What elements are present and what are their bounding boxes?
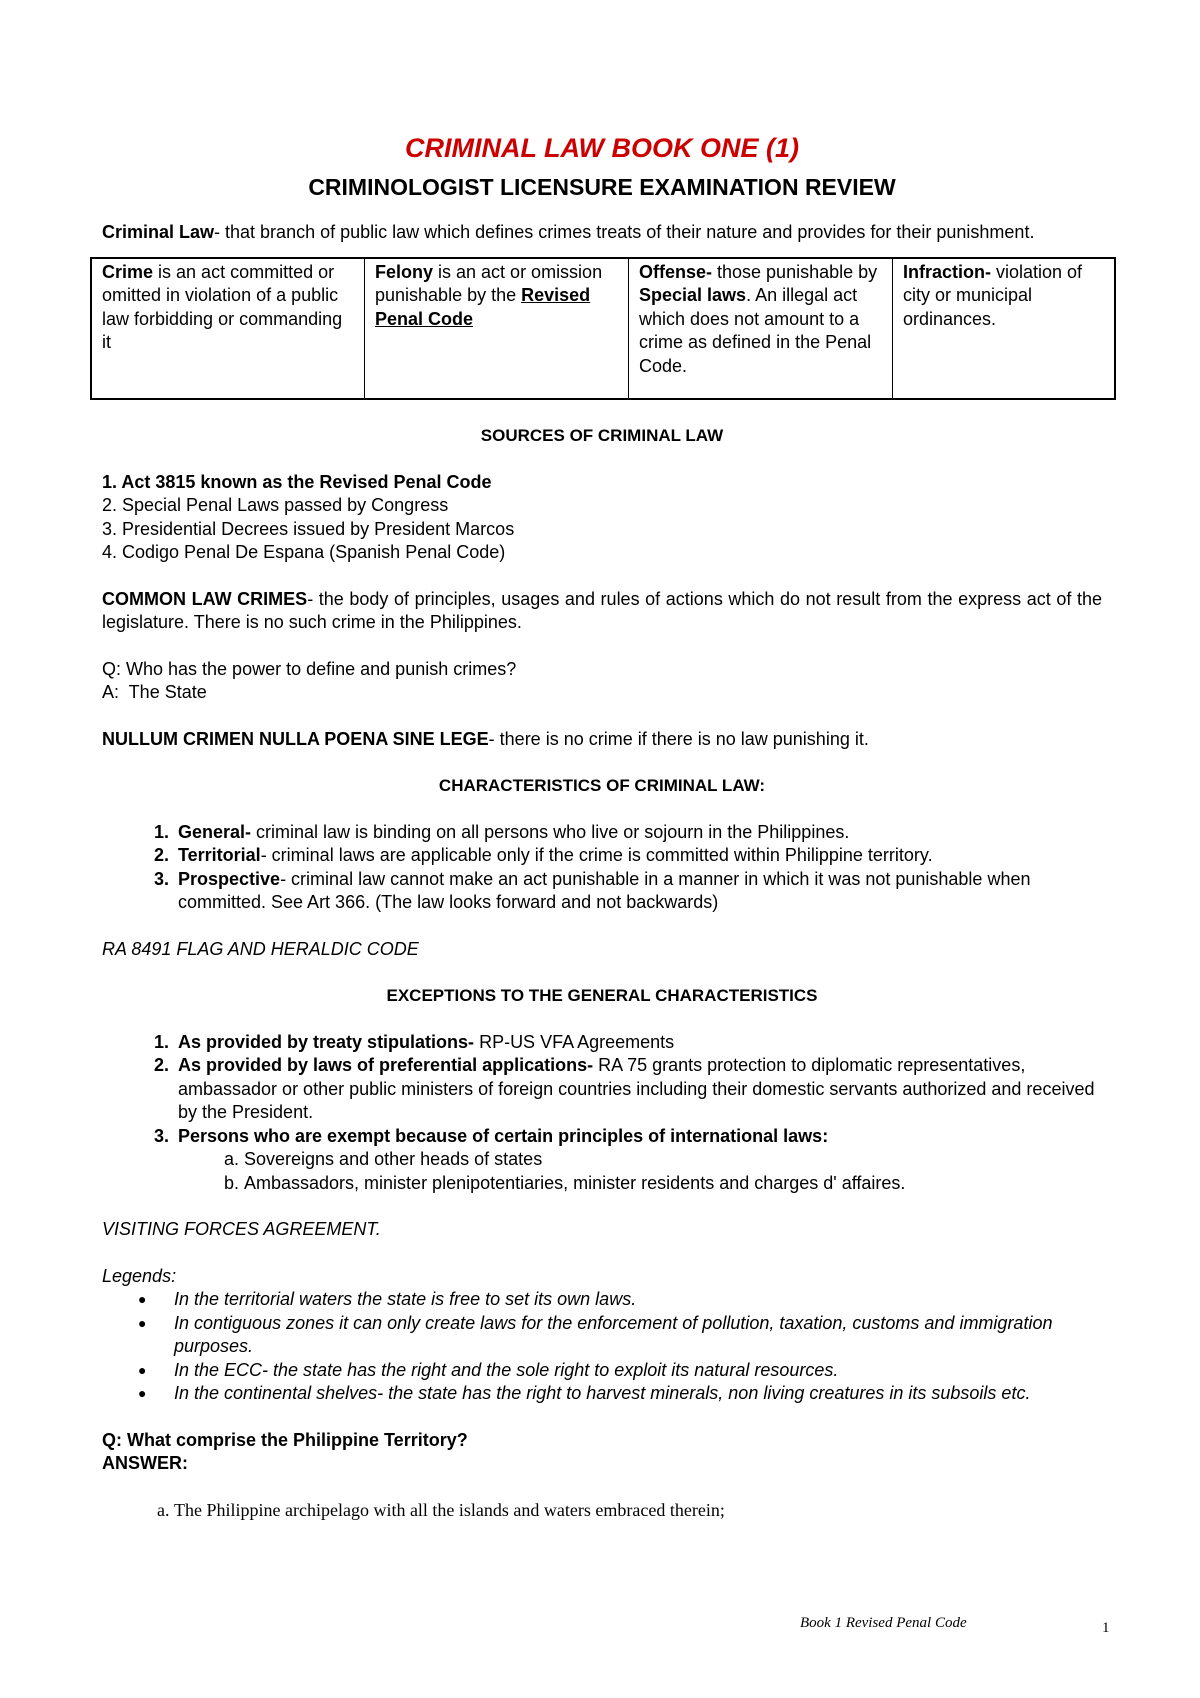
source-item-4: 4. Codigo Penal De Espana (Spanish Penal Code) [102, 542, 506, 562]
exceptions-sublist [178, 1148, 1102, 1195]
exceptions-heading: EXCEPTIONS TO THE GENERAL CHARACTERISTICS [386, 986, 818, 1005]
common-law-crimes [102, 588, 1102, 635]
characteristics-list [102, 821, 1102, 915]
page-footer: Book 1 Revised Penal Code [800, 1615, 967, 1631]
bullet-icon: ● [138, 1361, 147, 1378]
characteristic-def: - criminal law cannot make an act punishable in a manner in which it was not punishable when committed. See Art 366. (The law looks forward and not backwards) [178, 868, 1031, 912]
characteristic-term: Prospective [178, 868, 281, 889]
bullet-icon: ● [138, 1314, 147, 1331]
source-item-1: 1. Act 3815 known as the Revised Penal Code [102, 471, 492, 492]
legends-label: Legends: [102, 1265, 177, 1286]
exception-term: Persons who are exempt because of certain principles of international laws: [178, 1125, 829, 1146]
characteristic-term: General- [178, 821, 252, 842]
list-item [174, 844, 1102, 868]
list-item [138, 1312, 1102, 1359]
crime-def: is an act committed or omitted in violation of a public law forbidding or commanding it [102, 261, 343, 352]
nullum-def: - there is no crime if there is no law punishing it. [488, 728, 869, 749]
list-item [174, 1031, 1102, 1055]
infraction-term: Infraction- [903, 261, 991, 282]
list-item [138, 1359, 1102, 1383]
revised-penal-code-term: Revised Penal Code [375, 285, 591, 329]
definitions-table [90, 257, 1116, 401]
infraction-def: violation of city or municipal ordinances. [903, 261, 1083, 329]
sources-heading: SOURCES OF CRIMINAL LAW [480, 426, 724, 445]
document-title: CRIMINAL LAW BOOK ONE (1) [405, 133, 799, 163]
legend-text: In the ECC- the state has the right and the sole right to exploit its natural resources. [174, 1359, 839, 1380]
crime-cell [91, 258, 365, 400]
legends-list [102, 1288, 1102, 1406]
bullet-icon: ● [138, 1385, 147, 1401]
list-item [174, 1054, 1102, 1125]
offense-def-2: . An illegal act which does not amount to a crime as defined in the Penal Code. [639, 285, 872, 376]
answer-label: ANSWER: [102, 1453, 188, 1473]
common-law-def: - the body of principles, usages and rules of actions which do not result from the express act of the legislature. There is no such crime in the Philippines. [102, 588, 1102, 632]
felony-cell [365, 258, 629, 400]
list-item [138, 1382, 1102, 1406]
characteristic-def: - criminal laws are applicable only if the crime is committed within Philippine territory. [260, 845, 933, 865]
exceptions-list [102, 1031, 1102, 1196]
exception-term: As provided by laws of preferential applications- [178, 1055, 594, 1075]
page-number: 1 [1102, 1620, 1110, 1636]
list-item [174, 821, 1102, 845]
list-item: a. Sovereigns and other heads of states [244, 1148, 1102, 1172]
document-subtitle: CRIMINOLOGIST LICENSURE EXAMINATION REVIEW [308, 174, 896, 200]
legend-text: In the territorial waters the state is free to set its own laws. [174, 1289, 637, 1309]
crime-term: Crime [102, 261, 154, 282]
list-item: b. Ambassadors, minister plenipotentiaries, minister residents and charges d' affaires. [244, 1172, 1102, 1196]
criminal-law-definition [102, 221, 1102, 245]
common-law-term: COMMON LAW CRIMES [102, 588, 308, 609]
special-laws-term: Special laws [639, 285, 747, 305]
felony-term: Felony [375, 261, 434, 282]
question-2: Q: What comprise the Philippine Territory? [102, 1429, 468, 1450]
territory-list [102, 1499, 1102, 1523]
list-item [174, 868, 1102, 915]
offense-term: Offense- [639, 261, 713, 282]
nullum-term: NULLUM CRIMEN NULLA POENA SINE LEGE [102, 728, 489, 749]
bullet-icon: ● [138, 1291, 147, 1307]
vfa-note: VISITING FORCES AGREEMENT. [102, 1219, 381, 1239]
criminal-law-def: - that branch of public law which defines crimes treats of their nature and provides for their punishment. [214, 222, 1035, 242]
definitions-row [91, 258, 1115, 400]
answer-1: A: The State [102, 682, 207, 702]
list-item [174, 1125, 1102, 1196]
list-item: a. The Philippine archipelago with all the islands and waters embraced therein; [174, 1499, 1102, 1523]
offense-def-1: those punishable by [712, 261, 878, 282]
legend-text: In contiguous zones it can only create laws for the enforcement of pollution, taxation, customs and immigration purposes. [174, 1312, 1053, 1356]
felony-def: is an act or omission punishable by the [375, 261, 603, 305]
criminal-law-term: Criminal Law [102, 222, 215, 242]
offense-cell [629, 258, 893, 400]
infraction-cell [893, 258, 1116, 400]
legend-text: In the continental shelves- the state has the right to harvest minerals, non living creatures in its subsoils etc. [174, 1383, 1031, 1403]
exception-def: RA 75 grants protection to diplomatic representatives, ambassador or other public ministers of foreign countries including their domestic servants authorized and received by the President. [178, 1055, 1095, 1122]
list-item [138, 1288, 1102, 1312]
exception-def: RP-US VFA Agreements [474, 1031, 675, 1052]
characteristics-heading: CHARACTERISTICS OF CRIMINAL LAW: [438, 776, 766, 795]
ra-8491-note: RA 8491 FLAG AND HERALDIC CODE [102, 938, 419, 959]
source-item-2: 2. Special Penal Laws passed by Congress [102, 495, 449, 515]
characteristic-term: Territorial [178, 845, 261, 865]
exception-term: As provided by treaty stipulations- [178, 1031, 475, 1052]
nullum-crimen [102, 728, 1102, 752]
source-item-3: 3. Presidential Decrees issued by President Marcos [102, 518, 515, 539]
page-content [102, 132, 1102, 1522]
question-1: Q: Who has the power to define and punish crimes? [102, 658, 517, 679]
characteristic-def: criminal law is binding on all persons who live or sojourn in the Philippines. [251, 821, 850, 842]
